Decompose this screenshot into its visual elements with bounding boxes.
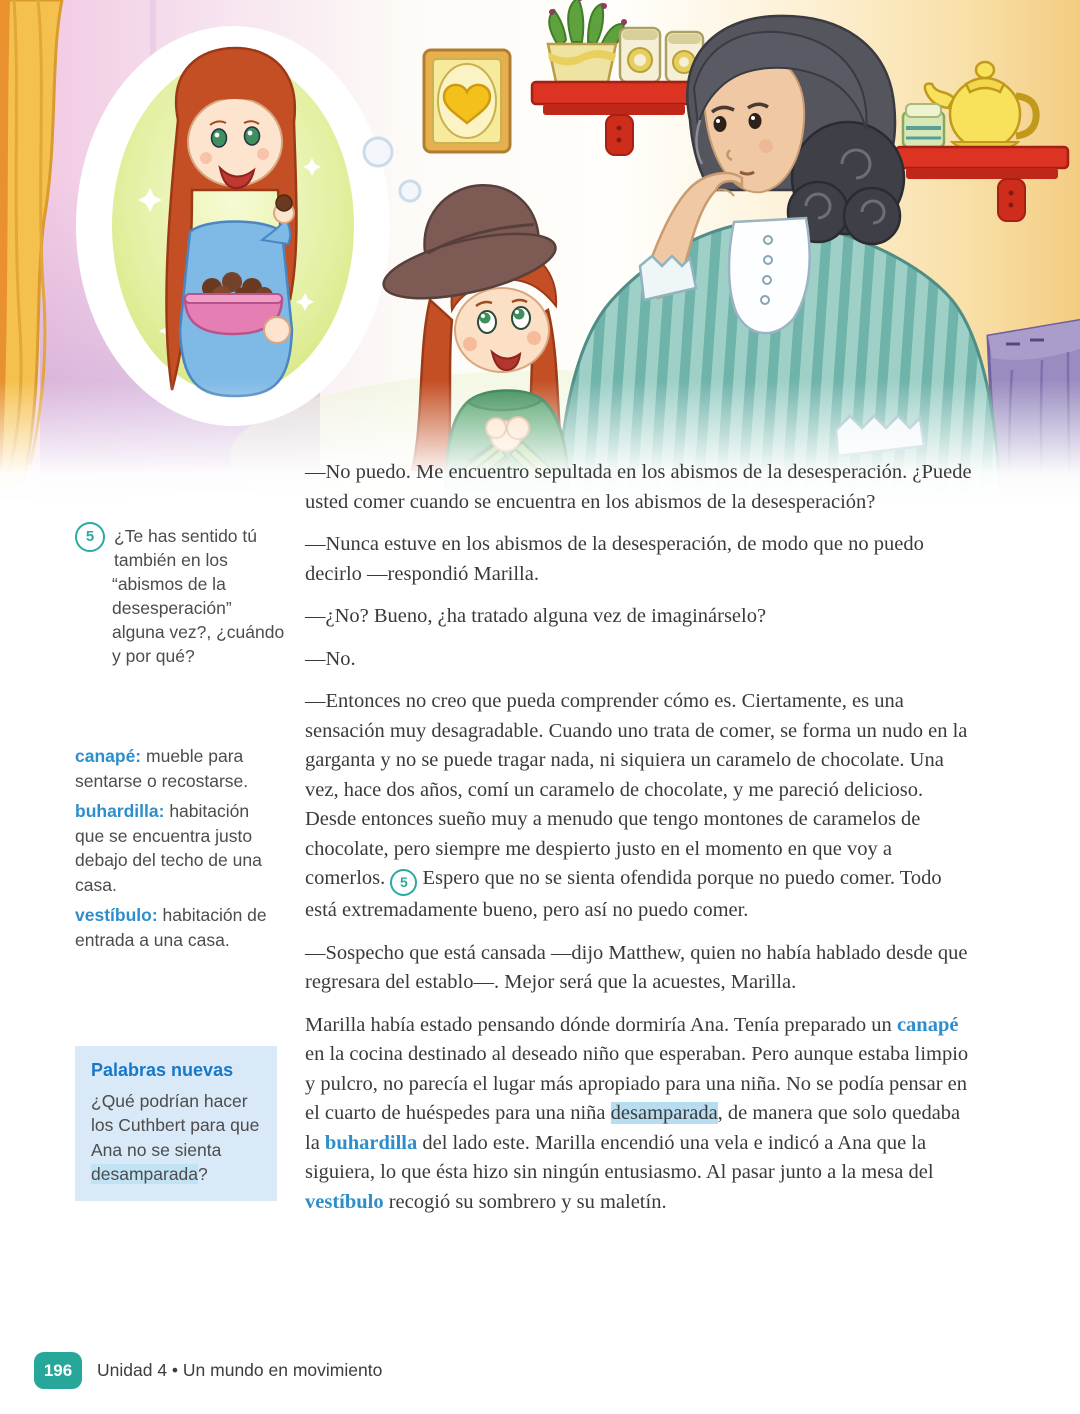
paragraph xyxy=(305,645,973,675)
text-run: ? xyxy=(198,1164,208,1184)
text-run: —Entonces no creo que pueda comprender cómo es. Ciertamente, es una sensación muy desagradable. Cuando uno trata de comer, se forma un nudo en la garganta y no se puede tragar nada, ni siquiera un caramelo de chocolate. Una vez, hace dos años, comí un caramelo de chocolate, y me pareció delicioso. Desde entonces sueño muy a menudo que tengo montones de caramelos de chocolate, pero siempre me despierto justo en el momento en que voy a comerlos. xyxy=(305,690,968,889)
margin-question-note xyxy=(75,524,285,668)
note-number-badge: 5 xyxy=(75,522,105,552)
paragraph xyxy=(305,602,973,632)
unit-title: Unidad 4 • Un mundo en movimiento xyxy=(97,1360,383,1380)
story-illustration xyxy=(0,0,1080,505)
glossary-entry xyxy=(75,744,283,793)
text-run: —Sospecho que está cansada —dijo Matthew, quien no había hablado desde que regresara del establo—. Mejor será que la acuestes, Marilla. xyxy=(305,941,968,993)
small-green-jar xyxy=(903,104,944,147)
text-run: del lado este. Marilla encendió una vela e indicó a Ana que la siguiera, lo que ésta hizo sin ningún entusiasmo. Al pasar junto a la mesa del xyxy=(305,1131,934,1183)
highlighted-word: desamparada xyxy=(610,1102,718,1124)
glossary-term: buhardilla: xyxy=(75,801,165,821)
paragraph xyxy=(305,939,973,998)
text-run: recogió su sombrero y su maletín. xyxy=(383,1190,667,1213)
text-run: Espero que no se sienta ofendida porque no puedo comer. Todo está extremadamente bueno, pero así no puedo comer. xyxy=(305,867,942,921)
text-run: —Nunca estuve en los abismos de la desesperación, de modo que no puedo decirlo —respondió Marilla. xyxy=(305,533,924,585)
glossary-entry xyxy=(75,799,283,897)
page-footer xyxy=(0,1350,1080,1392)
paragraph xyxy=(305,687,973,926)
illustration-svg xyxy=(0,0,1080,505)
margin-glossary xyxy=(75,744,283,958)
glossary-entry xyxy=(75,903,283,952)
page-number-badge: 196 xyxy=(34,1352,82,1389)
highlighted-word: desamparada xyxy=(91,1164,199,1184)
glossary-term: vestíbulo: xyxy=(75,905,158,925)
text-run: ¿Qué podrían hacer los Cuthbert para que Ana no se sienta xyxy=(91,1090,260,1160)
text-run: —No. xyxy=(305,647,356,670)
inline-note-number: 5 xyxy=(390,869,417,896)
glossary-term-ref: buhardilla xyxy=(324,1131,418,1154)
reading-text xyxy=(305,458,973,1230)
paragraph xyxy=(305,530,973,589)
paragraph xyxy=(305,1011,973,1218)
text-run: Marilla había estado pensando dónde dormiría Ana. Tenía preparado un xyxy=(305,1013,897,1036)
heart-picture-frame xyxy=(424,50,510,152)
text-run: —¿No? Bueno, ¿ha tratado alguna vez de imaginárselo? xyxy=(305,605,767,627)
text-run: en la cocina destinado al deseado niño que esperaban. Pero aunque estaba limpio y pulcro, no parecía el lugar más apropiado para una niña. No se podía pensar en el cuarto de huéspedes para una niña xyxy=(305,1043,969,1124)
palabras-nuevas-question xyxy=(91,1089,263,1187)
paragraph xyxy=(305,458,973,517)
jar xyxy=(620,28,660,82)
glossary-definition: habitación de entrada a una casa. xyxy=(75,905,267,950)
glossary-term: canapé: xyxy=(75,746,142,766)
text-run: , de manera que solo quedaba la xyxy=(305,1102,961,1154)
glossary-term-ref: vestíbulo xyxy=(305,1190,384,1213)
glossary-term-ref: canapé xyxy=(896,1013,959,1036)
text-run: —No puedo. Me encuentro sepultada en los abismos de la desesperación. ¿Puede usted comer cuando se encuentra en los abismos de la desesperación? xyxy=(305,461,972,513)
note-text: ¿Te has sentido tú también en los “abismos de la desesperación” alguna vez?, ¿cuándo y por qué? xyxy=(112,526,285,666)
palabras-nuevas-title: Palabras nuevas xyxy=(91,1060,234,1080)
palabras-nuevas-box xyxy=(75,1046,277,1201)
glossary-definition: habitación que se encuentra justo debajo del techo de una casa. xyxy=(75,801,262,895)
glossary-definition: mueble para sentarse o recostarse. xyxy=(75,746,249,791)
